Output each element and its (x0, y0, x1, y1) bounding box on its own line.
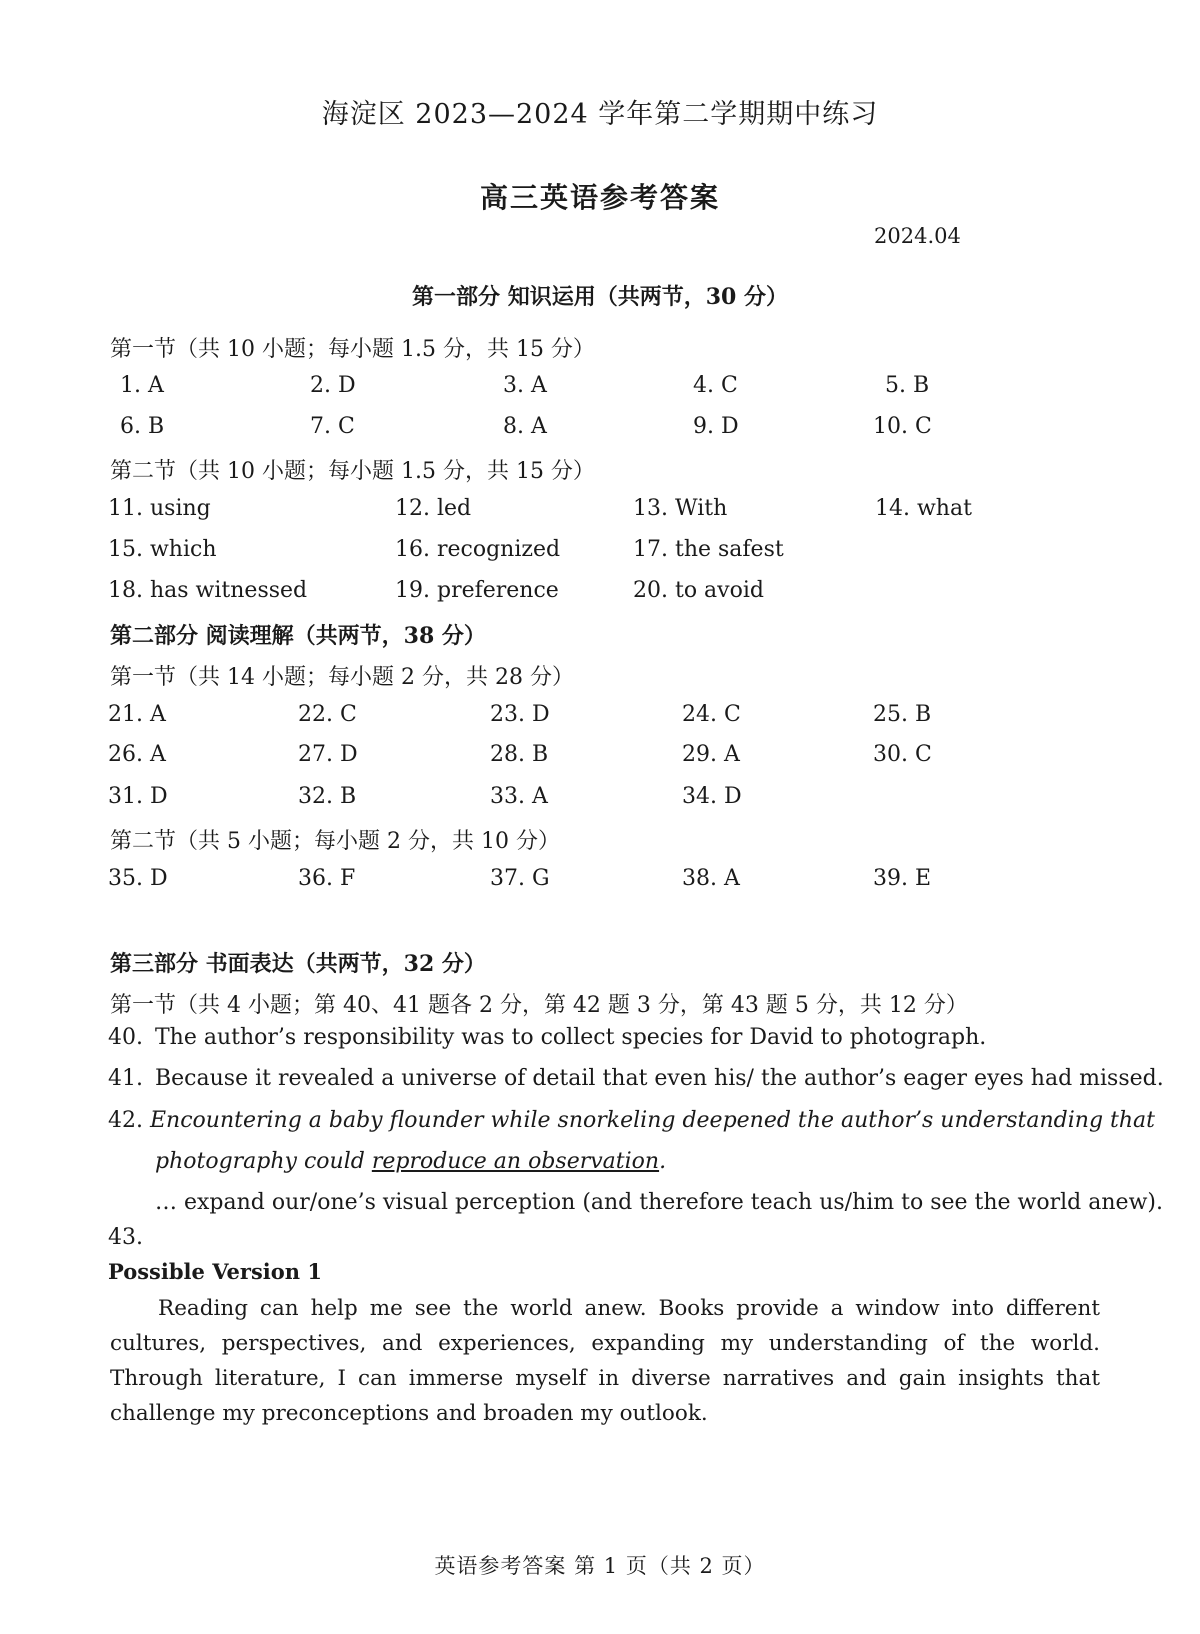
answer-item: 23. D (490, 702, 550, 727)
answer-item: 17. the safest (633, 537, 784, 562)
answer-item: 7. C (310, 414, 355, 439)
answer-item: 5. B (885, 373, 930, 398)
part1-sec1-heading: 第一节（共 10 小题；每小题 1.5 分，共 15 分） (110, 337, 595, 362)
answer-item: 36. F (298, 866, 356, 891)
essay-paragraph: Reading can help me see the world anew. Books provide a window into different cultures, perspectives, and experiences, expanding my understanding of the world. Through literature, I can immerse myself in diverse narratives and gain insights that challenge my preconceptions and broaden my outlook. (110, 1296, 1100, 1426)
answer-item: 29. A (682, 742, 740, 767)
answer-item: 22. C (298, 702, 357, 727)
part1-heading: 第一部分 知识运用（共两节，30 分） (412, 284, 788, 310)
question-number: 40. (108, 1025, 143, 1050)
part1-sec2-row-2 (0, 537, 1200, 569)
answer-text: The author’s responsibility was to collect species for David to photograph. (155, 1025, 987, 1050)
part2-sec1-row-2 (0, 742, 1200, 774)
part2-sec1-row-3 (0, 784, 1200, 816)
part3-sec1-heading: 第一节（共 4 小题；第 40、41 题各 2 分，第 42 题 3 分，第 43 题 5 分，共 12 分） (110, 993, 968, 1018)
part1-sec2-heading: 第二节（共 10 小题；每小题 1.5 分，共 15 分） (110, 459, 595, 484)
answer-42-line-1 (0, 1108, 1200, 1140)
document-subtitle: 高三英语参考答案 (479, 181, 720, 214)
part1-sec1-row-1 (0, 373, 1200, 405)
part2-sec2-row-1 (0, 866, 1200, 898)
answer-item: 15. which (108, 537, 217, 562)
answer-item: 30. C (873, 742, 932, 767)
answer-42-line-2 (0, 1149, 1200, 1181)
part2-sec2-heading: 第二节（共 5 小题；每小题 2 分，共 10 分） (110, 829, 560, 854)
answer-item: 24. C (682, 702, 741, 727)
answer-item: 18. has witnessed (108, 578, 308, 603)
answer-item: 39. E (873, 866, 932, 891)
answer-item: 38. A (682, 866, 740, 891)
question-number: 41. (108, 1066, 143, 1091)
answer-item: 27. D (298, 742, 358, 767)
answer-item: 32. B (298, 784, 357, 809)
answer-text: … expand our/one’s visual perception (and therefore teach us/him to see the world anew). (155, 1190, 1163, 1215)
answer-keyphrase: reproduce an observation (371, 1149, 660, 1174)
document-date: 2024.04 (874, 224, 961, 248)
possible-version-label: Possible Version 1 (108, 1259, 322, 1284)
part1-sec2-row-1 (0, 496, 1200, 528)
answer-item: 28. B (490, 742, 549, 767)
answer-text: . (659, 1149, 667, 1174)
part3-heading: 第三部分 书面表达（共两节，32 分） (110, 951, 486, 977)
answer-item: 16. recognized (395, 537, 561, 562)
document-title: 海淀区 2023—2024 学年第二学期期中练习 (321, 99, 879, 130)
answer-item: 11. using (108, 496, 211, 521)
question-number: 43. (108, 1225, 143, 1250)
answer-item: 4. C (693, 373, 738, 398)
part1-sec1-row-2 (0, 414, 1200, 446)
answer-item: 20. to avoid (633, 578, 764, 603)
answer-42-line-3 (0, 1190, 1200, 1222)
answer-text: photography could (155, 1149, 372, 1174)
answer-item: 8. A (503, 414, 547, 439)
question-number: 42. (108, 1108, 143, 1133)
answer-item: 33. A (490, 784, 548, 809)
part2-sec1-row-1 (0, 702, 1200, 734)
answer-item: 34. D (682, 784, 742, 809)
answer-item: 9. D (693, 414, 739, 439)
answer-item: 14. what (875, 496, 972, 521)
part2-heading: 第二部分 阅读理解（共两节，38 分） (110, 623, 486, 649)
answer-item: 13. With (633, 496, 728, 521)
answer-item: 10. C (873, 414, 932, 439)
answer-item: 12. led (395, 496, 472, 521)
answer-42-line-2-text (155, 1149, 666, 1174)
answer-text: Encountering a baby flounder while snorkeling deepened the author’s understanding that (150, 1108, 1155, 1133)
answer-item: 19. preference (395, 578, 559, 603)
answer-item: 25. B (873, 702, 932, 727)
answer-item: 31. D (108, 784, 168, 809)
answer-item: 6. B (120, 414, 165, 439)
answer-item: 2. D (310, 373, 356, 398)
answer-item: 26. A (108, 742, 166, 767)
answer-text: Because it revealed a universe of detail that even his/ the author’s eager eyes had missed. (155, 1066, 1164, 1091)
page-footer: 英语参考答案 第 1 页（共 2 页） (434, 1554, 766, 1578)
answer-item: 1. A (120, 373, 164, 398)
answer-43 (0, 1225, 1200, 1257)
answer-item: 21. A (108, 702, 166, 727)
answer-40 (0, 1025, 1200, 1057)
part2-sec1-heading: 第一节（共 14 小题；每小题 2 分，共 28 分） (110, 665, 574, 690)
answer-item: 37. G (490, 866, 550, 891)
answer-item: 3. A (503, 373, 547, 398)
answer-item: 35. D (108, 866, 168, 891)
answer-41 (0, 1066, 1200, 1098)
part1-sec2-row-3 (0, 578, 1200, 610)
